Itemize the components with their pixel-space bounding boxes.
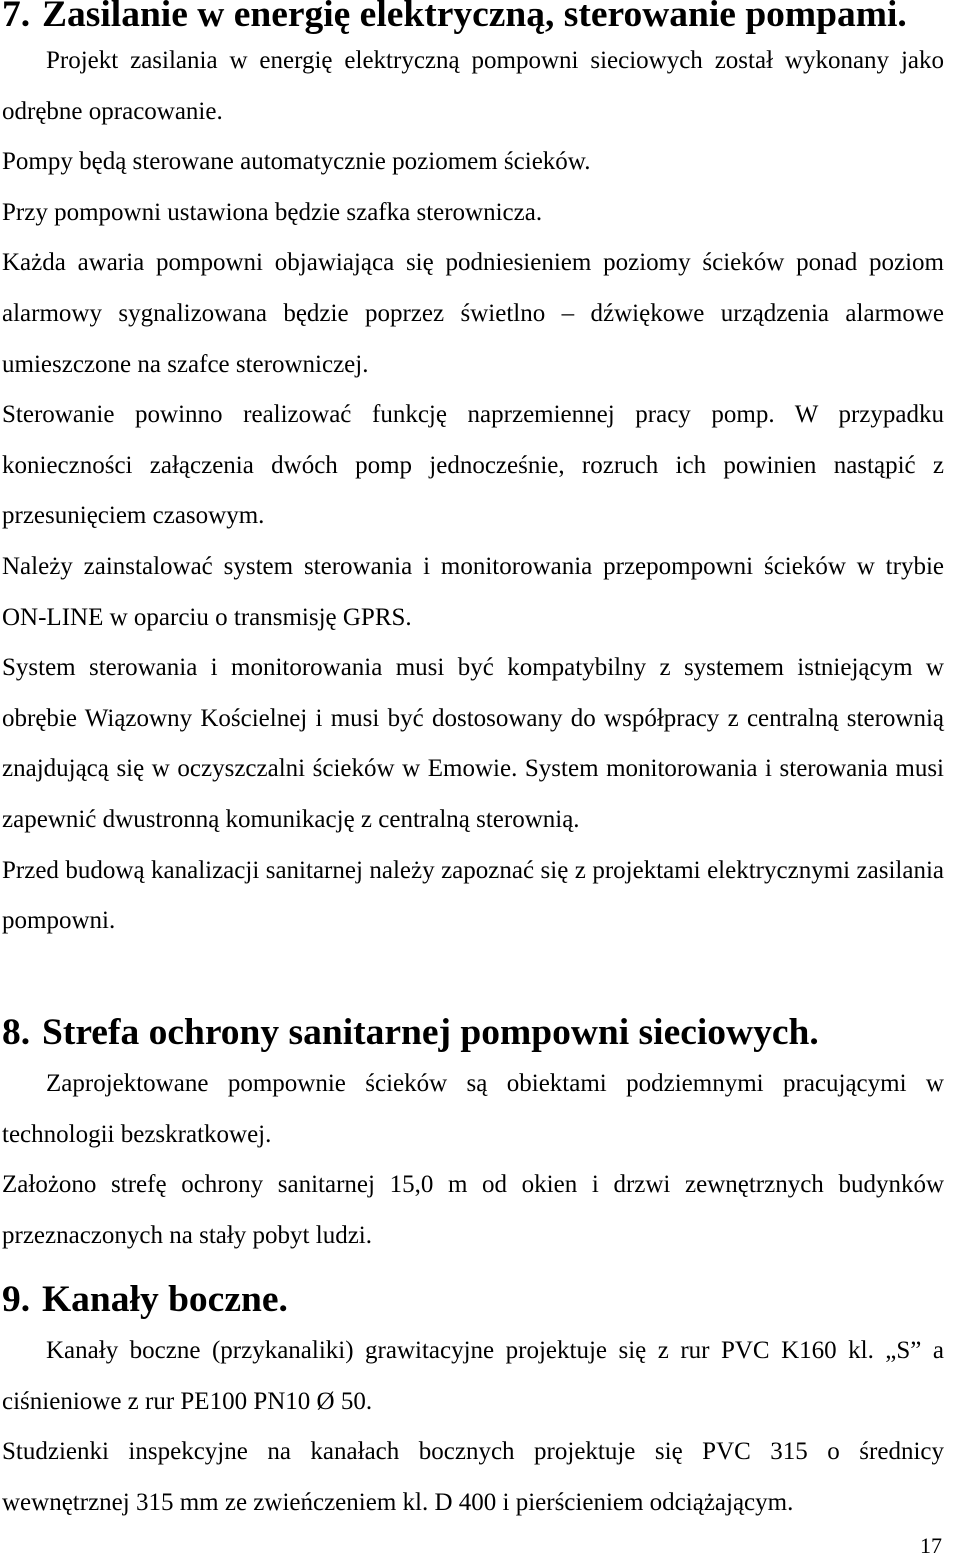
paragraph: Zaprojektowane pompownie ścieków są obiektami podziemnymi pracującymi w technologii bezskratkowej. [2, 1070, 944, 1148]
section-number: 9. [2, 1279, 31, 1320]
section-heading-8 [2, 1012, 819, 1053]
paragraph: Każda awaria pompowni objawiająca się podniesieniem poziomy ścieków ponad poziom alarmowy sygnalizowana będzie poprzez świetlno – dźwiękowe urządzenia alarmowe umieszczone na szafce sterowniczej. [2, 249, 944, 378]
paragraph: Pompy będą sterowane automatycznie poziomem ścieków. [2, 148, 591, 176]
section-number: 7. [2, 0, 31, 35]
section-8-body [2, 1059, 944, 1261]
paragraph: Przy pompowni ustawiona będzie szafka sterownicza. [2, 198, 543, 226]
section-heading-7 [2, 0, 907, 35]
paragraph: Założono strefę ochrony sanitarnej 15,0 m od okien i drzwi zewnętrznych budynków przeznaczonych na stały pobyt ludzi. [2, 1171, 944, 1249]
section-9-body [2, 1326, 944, 1528]
paragraph: Kanały boczne (przykanaliki) grawitacyjne projektuje się z rur PVC K160 kl. „S” a ciśnieniowe z rur PE100 PN10 Ø 50. [2, 1337, 944, 1415]
section-heading-9 [2, 1279, 288, 1320]
paragraph: Projekt zasilania w energię elektryczną pompowni sieciowych został wykonany jako odrębne opracowanie. [2, 47, 944, 125]
paragraph: Przed budową kanalizacji sanitarnej należy zapoznać się z projektami elektrycznymi zasilania pompowni. [2, 856, 944, 935]
section-number: 8. [2, 1012, 31, 1053]
section-7-body [2, 36, 944, 947]
paragraph: Sterowanie powinno realizować funkcję naprzemiennej pracy pomp. W przypadku konieczności załączenia dwóch pomp jednocześnie, rozruch ich powinien nastąpić z przesunięciem czasowym. [2, 401, 944, 530]
section-title: Strefa ochrony sanitarnej pompowni sieciowych. [42, 1012, 819, 1053]
page-number: 17 [920, 1533, 942, 1558]
paragraph: System sterowania i monitorowania musi być kompatybilny z systemem istniejącym w obrębie Wiązowny Kościelnej i musi być dostosowany do współpracy z centralną sterownią znajdującą się w oczyszczalni ścieków w Emowie. System monitorowania i sterowania musi zapewnić dwustronną komunikację z centralną sterownią. [2, 654, 944, 833]
section-title: Kanały boczne. [42, 1279, 288, 1320]
paragraph: Należy zainstalować system sterowania i monitorowania przepompowni ścieków w trybie ON-LINE w oparciu o transmisję GPRS. [2, 552, 944, 631]
paragraph: Studzienki inspekcyjne na kanałach bocznych projektuje się PVC 315 o średnicy wewnętrznej 315 mm ze zwieńczeniem kl. D 400 i pierścieniem odciążającym. [2, 1438, 944, 1516]
section-title: Zasilanie w energię elektryczną, sterowanie pompami. [42, 0, 907, 35]
